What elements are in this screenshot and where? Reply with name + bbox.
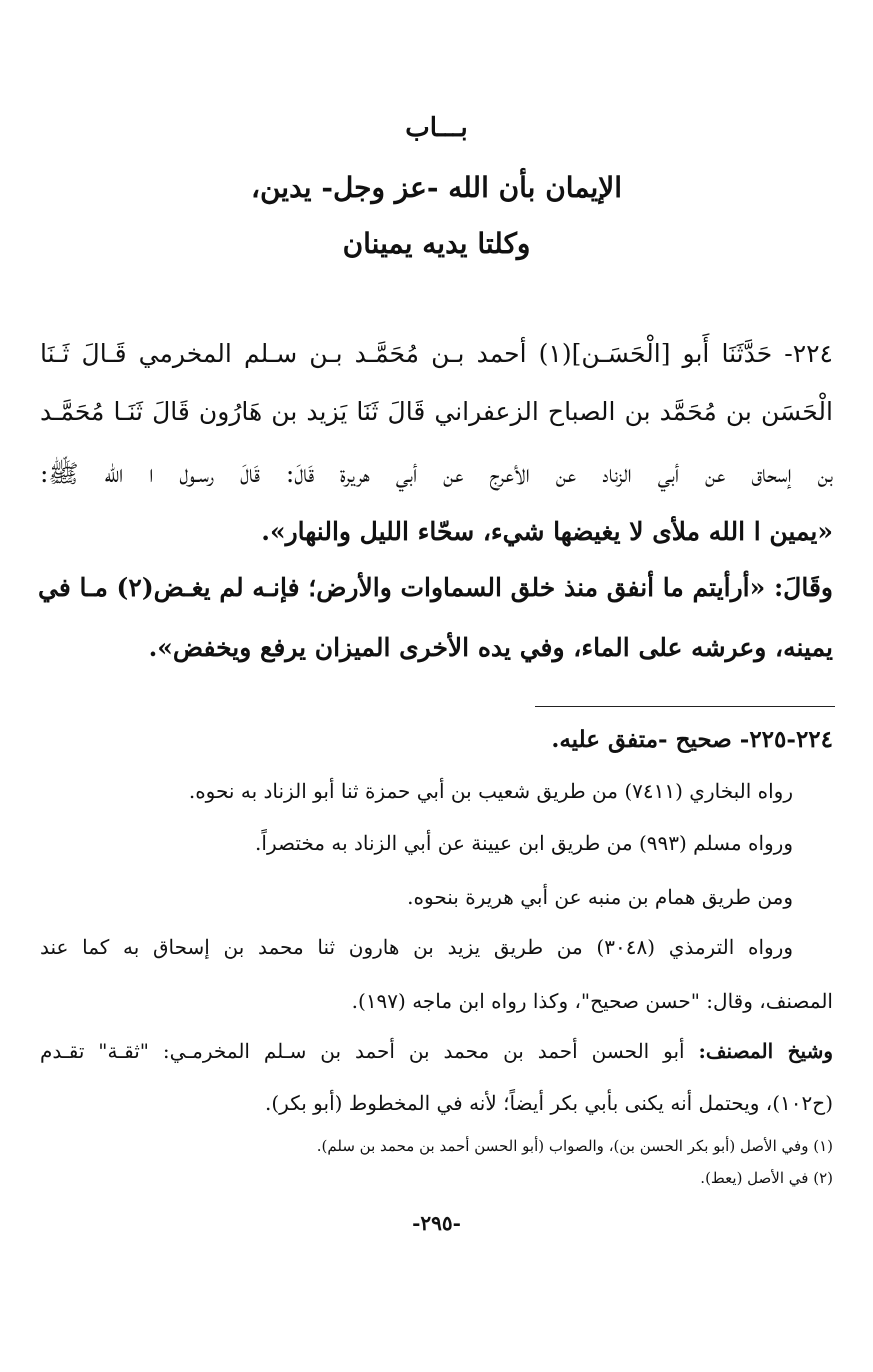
hadith-line-1: ٢٢٤- حَدَّثَنَا أَبو [الْحَسَـن](١) أحمد بـن مُحَمَّـد بـن سـلم المخرمي قَـالَ ثَـنَا (40, 339, 833, 368)
page-number: -٢٩٥- (412, 1211, 461, 1235)
hadith-line-6: يمينه، وعرشه على الماء، وفي يده الأخرى الميزان يرفع ويخفض». (148, 633, 833, 662)
takhrij-line-3: ومن طريق همام بن منبه عن أبي هريرة بنحوه. (407, 885, 793, 909)
footnote-2: (٢) في الأصل (يعط). (700, 1169, 833, 1187)
shaykh-line-1 (40, 1034, 833, 1068)
hadith-line-4: «يمين ا الله ملأى لا يغيضها شيء، سحّاء الليل والنهار». (261, 517, 833, 546)
hadith-line-3: بن إسحاق عن أبي الزناد عن الأعرج عن أبي هريرة قَالَ: قَالَ رسـول ا الله ﷺ: (40, 459, 833, 488)
chapter-title-line-2: وكلتا يديه يمينان (342, 227, 531, 260)
hadith-line-2: الْحَسَن بن مُحَمَّد بن الصباح الزعفراني قَالَ ثَنَا يَزيد بن هَارُون قَالَ ثَنَـا مُحَمَّـد (40, 397, 833, 426)
takhrij-line-5: المصنف، وقال: "حسن صحيح"، وكذا رواه ابن ماجه (١٩٧). (351, 989, 833, 1013)
section-divider (535, 706, 835, 707)
takhrij-line-1: رواه البخاري (٧٤١١) من طريق شعيب بن أبي حمزة ثنا أبو الزناد به نحوه. (188, 779, 793, 803)
chapter-word: بـــاب (405, 113, 468, 143)
takhrij-line-2: ورواه مسلم (٩٩٣) من طريق ابن عيينة عن أبي الزناد به مختصراً. (255, 831, 793, 855)
shaykh-text: أبو الحسن أحمد بن محمد بن أحمد بن سـلم المخرمـي: "ثقـة" تقـدم (40, 1039, 699, 1063)
chapter-title-line-1: الإيمان بأن الله -عز وجل- يدين، (250, 171, 623, 204)
shaykh-line-2: (ح١٠٢)، ويحتمل أنه يكنى بأبي بكر أيضاً؛ لأنه في المخطوط (أبو بكر). (265, 1091, 833, 1115)
takhrij-line-4: ورواه الترمذي (٣٠٤٨) من طريق يزيد بن هارون ثنا محمد بن إسحاق به كما عند (40, 935, 793, 959)
footnote-1: (١) وفي الأصل (أبو بكر الحسن بن)، والصواب (أبو الحسن أحمد بن محمد بن سلم). (316, 1137, 833, 1155)
shaykh-label: وشيخ المصنف: (698, 1039, 833, 1063)
takhrij-heading: ٢٢٤-٢٢٥- صحيح -متفق عليه. (551, 726, 833, 753)
hadith-line-5: وقَالَ: «أرأيتم ما أنفق منذ خلق السماوات والأرض؛ فإنـه لم يغـض(٢) مـا في (38, 573, 833, 602)
